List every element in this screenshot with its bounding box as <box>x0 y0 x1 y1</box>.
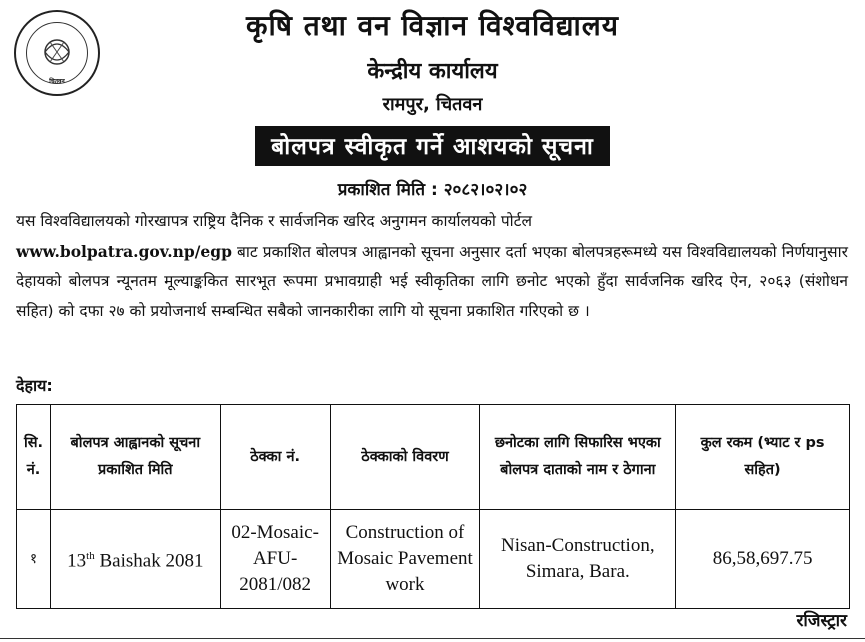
contract-table <box>16 404 850 609</box>
cell-description: Construction of Mosaic Pavement work <box>330 510 480 609</box>
university-name: कृषि तथा वन विज्ञान विश्वविद्यालय <box>246 9 619 42</box>
header-sn: सि. नं. <box>17 405 51 510</box>
table-row <box>17 510 850 609</box>
header-bidder: छनोटका लागि सिफारिस भएका बोलपत्र दाताको नाम र ठेगाना <box>480 405 676 510</box>
cell-amount: 86,58,697.75 <box>676 510 850 609</box>
notice-paragraph <box>16 207 848 326</box>
seal-text: चितवन <box>49 78 65 85</box>
cell-sn: १ <box>17 510 51 609</box>
notice-title: बोलपत्र स्वीकृत गर्ने आशयको सूचना <box>255 126 610 166</box>
date-day: 13 <box>67 550 87 572</box>
office-location: रामपुर, चितवन <box>382 94 483 115</box>
header-contract-no: ठेक्का नं. <box>220 405 330 510</box>
para-text-rest: बाट प्रकाशित बोलपत्र आह्वानको सूचना अनुसार दर्ता भएका बोलपत्रहरूमध्ये यस विश्वविद्यालयको निर्णयानुसार देहायको बोलपत्र न्यूनतम मूल्याङ्ककित सारभूत रूपमा प्रभावग्राही भई स्वीकृतिका लागि छनोट भएको हुँदा सार्वजनिक खरिद ऐन, २०६३ (संशोधन सहित) को दफा २७ को प्रयोजनार्थ सम्बन्धित सबैको जानकारीका लागि यो सूचना प्रकाशित गरिएको छ । <box>16 242 848 320</box>
header-amount: कुल रकम (भ्याट र ps सहित) <box>676 405 850 510</box>
header-date: बोलपत्र आह्वानको सूचना प्रकाशित मिति <box>50 405 220 510</box>
header-description: ठेक्काको विवरण <box>330 405 480 510</box>
university-seal <box>14 10 100 96</box>
date-rest: Baishak 2081 <box>94 550 204 572</box>
portal-link[interactable]: www.bolpatra.gov.np/egp <box>16 241 232 261</box>
cell-bidder: Nisan-Construction, Simara, Bara. <box>480 510 676 609</box>
notice-title-wrap <box>0 126 865 166</box>
signatory: रजिस्ट्रार <box>796 611 847 631</box>
para-text-start: यस विश्वविद्यालयको गोरखापत्र राष्ट्रिय दैनिक र सार्वजनिक खरिद अनुगमन कार्यालयको पोर्टल <box>16 212 532 230</box>
table-header-row <box>17 405 850 510</box>
date-suffix: th <box>86 550 95 563</box>
bottom-rule <box>0 638 865 639</box>
cell-date <box>50 510 220 609</box>
cell-contract-no: 02-Mosaic-AFU-2081/082 <box>220 510 330 609</box>
office-name: केन्द्रीय कार्यालय <box>367 59 498 84</box>
dehaya-label: देहाय: <box>16 376 53 395</box>
published-date: प्रकाशित मिति : २०८२।०२।०२ <box>337 180 528 200</box>
